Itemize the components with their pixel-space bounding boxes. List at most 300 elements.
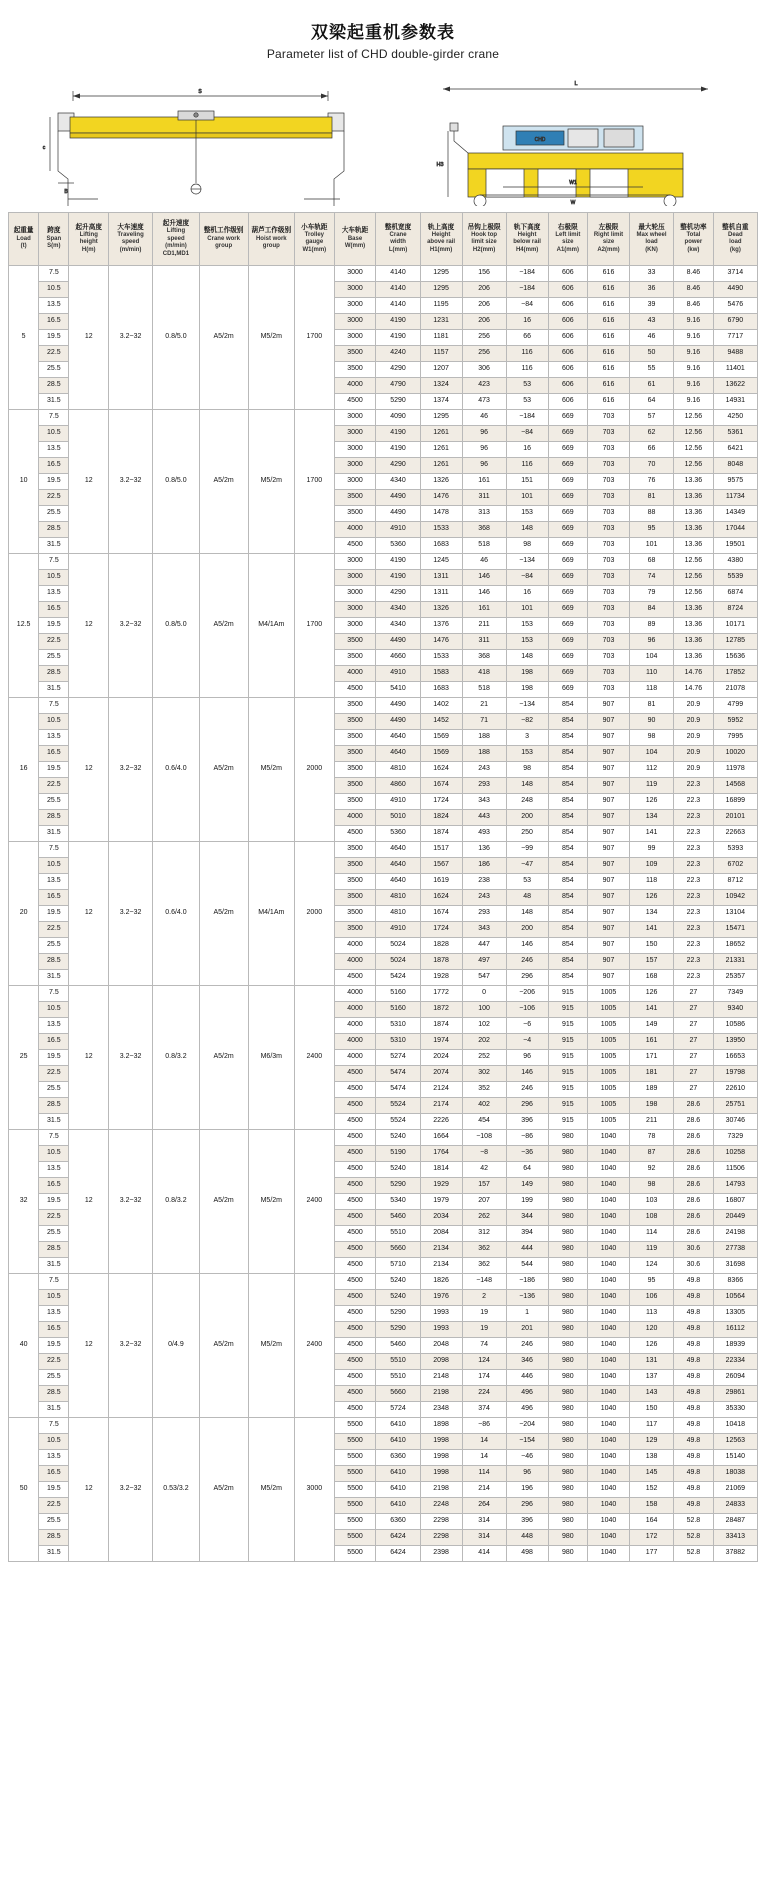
col-header-en: Hook top limit size H2(mm)	[471, 231, 498, 253]
cell-total-power: 20.9	[674, 746, 714, 762]
cell-dead-load: 19798	[713, 1066, 757, 1082]
cell-hook-top-limit: 0	[462, 986, 506, 1002]
cell-total-power: 12.56	[674, 410, 714, 426]
cell-total-power: 22.3	[674, 858, 714, 874]
cell-span: 7.5	[39, 1130, 69, 1146]
col-header-en: Base W(mm)	[344, 235, 366, 250]
col-header-cn: 左极限	[598, 223, 619, 231]
cell-left-limit: 980	[548, 1514, 588, 1530]
cell-right-limit: 1040	[588, 1498, 630, 1514]
cell-lifting-height: 12	[69, 554, 109, 698]
cell-crane-width: 6360	[376, 1450, 420, 1466]
col-header-8	[334, 213, 376, 266]
cell-hook-top-limit: 343	[462, 794, 506, 810]
cell-right-limit: 1040	[588, 1210, 630, 1226]
cell-base: 3000	[334, 602, 376, 618]
cell-crane-width: 4490	[376, 634, 420, 650]
cell-left-limit: 915	[548, 1034, 588, 1050]
cell-right-limit: 1040	[588, 1370, 630, 1386]
cell-dead-load: 15636	[713, 650, 757, 666]
cell-hook-top-limit: 312	[462, 1226, 506, 1242]
col-header-cn: 整机工作级别	[203, 227, 244, 235]
cell-span: 31.5	[39, 1546, 69, 1562]
cell-base: 5500	[334, 1546, 376, 1562]
cell-total-power: 20.9	[674, 730, 714, 746]
cell-left-limit: 606	[548, 394, 588, 410]
cell-height-above-rail: 1974	[420, 1034, 462, 1050]
cell-right-limit: 1040	[588, 1482, 630, 1498]
cell-base: 3000	[334, 570, 376, 586]
cell-left-limit: 854	[548, 858, 588, 874]
cell-base: 3000	[334, 474, 376, 490]
col-header-en: Traveling speed (m/min)	[117, 231, 144, 253]
cell-total-power: 28.6	[674, 1194, 714, 1210]
cell-total-power: 49.8	[674, 1322, 714, 1338]
cell-height-below-rail: 344	[506, 1210, 548, 1226]
cell-traveling-speed: 3.2~32	[109, 554, 153, 698]
cell-base: 4500	[334, 1210, 376, 1226]
cell-hook-top-limit: 174	[462, 1370, 506, 1386]
cell-max-wheel-load: 96	[629, 634, 673, 650]
cell-max-wheel-load: 68	[629, 554, 673, 570]
col-header-cn: 轨上高度	[427, 223, 455, 231]
cell-left-limit: 980	[548, 1434, 588, 1450]
cell-trolley-gauge: 2000	[295, 842, 335, 986]
figure-row	[0, 61, 766, 212]
cell-right-limit: 1040	[588, 1274, 630, 1290]
cell-height-above-rail: 2024	[420, 1050, 462, 1066]
cell-trolley-gauge: 2400	[295, 986, 335, 1130]
cell-right-limit: 703	[588, 586, 630, 602]
cell-base: 3000	[334, 586, 376, 602]
cell-total-power: 28.6	[674, 1178, 714, 1194]
cell-total-power: 22.3	[674, 874, 714, 890]
cell-height-above-rail: 1674	[420, 778, 462, 794]
col-header-cn: 起升高度	[75, 223, 102, 231]
cell-left-limit: 669	[548, 618, 588, 634]
cell-hook-top-limit: 156	[462, 266, 506, 282]
cell-lifting-height: 12	[69, 842, 109, 986]
cell-right-limit: 703	[588, 474, 630, 490]
cell-height-above-rail: 2174	[420, 1098, 462, 1114]
cell-dead-load: 7329	[713, 1130, 757, 1146]
cell-base: 4500	[334, 682, 376, 698]
cell-base: 4000	[334, 1002, 376, 1018]
cell-max-wheel-load: 62	[629, 426, 673, 442]
cell-hook-top-limit: 19	[462, 1322, 506, 1338]
cell-span: 22.5	[39, 778, 69, 794]
cell-max-wheel-load: 95	[629, 522, 673, 538]
cell-dead-load: 33413	[713, 1530, 757, 1546]
cell-span: 25.5	[39, 506, 69, 522]
cell-left-limit: 980	[548, 1130, 588, 1146]
cell-left-limit: 980	[548, 1322, 588, 1338]
cell-left-limit: 669	[548, 602, 588, 618]
col-header-15	[629, 213, 673, 266]
cell-span: 25.5	[39, 1514, 69, 1530]
cell-total-power: 22.3	[674, 778, 714, 794]
cell-max-wheel-load: 150	[629, 938, 673, 954]
cell-crane-width: 4910	[376, 922, 420, 938]
cell-crane-width: 5310	[376, 1018, 420, 1034]
cell-total-power: 8.46	[674, 282, 714, 298]
cell-height-above-rail: 1993	[420, 1306, 462, 1322]
cell-crane-width: 4490	[376, 714, 420, 730]
cell-max-wheel-load: 150	[629, 1402, 673, 1418]
cell-height-below-rail: −46	[506, 1450, 548, 1466]
cell-total-power: 28.6	[674, 1146, 714, 1162]
cell-base: 3500	[334, 698, 376, 714]
cell-height-below-rail: 496	[506, 1386, 548, 1402]
cell-dead-load: 26094	[713, 1370, 757, 1386]
cell-height-above-rail: 1764	[420, 1146, 462, 1162]
cell-hook-top-limit: 211	[462, 618, 506, 634]
cell-total-power: 22.3	[674, 842, 714, 858]
cell-max-wheel-load: 98	[629, 730, 673, 746]
cell-base: 3500	[334, 362, 376, 378]
page-title-cn: 双梁起重机参数表	[311, 23, 455, 42]
cell-dead-load: 35330	[713, 1402, 757, 1418]
cell-load: 20	[9, 842, 39, 986]
cell-crane-width: 5340	[376, 1194, 420, 1210]
cell-dead-load: 9340	[713, 1002, 757, 1018]
cell-height-below-rail: −136	[506, 1290, 548, 1306]
cell-hook-top-limit: 547	[462, 970, 506, 986]
cell-right-limit: 907	[588, 938, 630, 954]
cell-base: 4500	[334, 1370, 376, 1386]
cell-max-wheel-load: 177	[629, 1546, 673, 1562]
cell-max-wheel-load: 145	[629, 1466, 673, 1482]
cell-height-below-rail: 248	[506, 794, 548, 810]
cell-base: 3500	[334, 778, 376, 794]
cell-height-above-rail: 1376	[420, 618, 462, 634]
table-row	[9, 1274, 758, 1290]
cell-total-power: 49.8	[674, 1338, 714, 1354]
cell-height-above-rail: 1874	[420, 826, 462, 842]
cell-right-limit: 703	[588, 682, 630, 698]
cell-max-wheel-load: 109	[629, 858, 673, 874]
cell-max-wheel-load: 141	[629, 1002, 673, 1018]
cell-hook-top-limit: 19	[462, 1306, 506, 1322]
cell-max-wheel-load: 119	[629, 1242, 673, 1258]
cell-height-above-rail: 1295	[420, 410, 462, 426]
col-header-en: Max wheel load (KN)	[636, 231, 667, 253]
cell-height-above-rail: 2134	[420, 1258, 462, 1274]
cell-total-power: 20.9	[674, 698, 714, 714]
cell-max-wheel-load: 211	[629, 1114, 673, 1130]
cell-total-power: 52.8	[674, 1546, 714, 1562]
cell-total-power: 49.8	[674, 1466, 714, 1482]
cell-crane-width: 5240	[376, 1290, 420, 1306]
cell-dead-load: 31698	[713, 1258, 757, 1274]
cell-height-below-rail: 98	[506, 762, 548, 778]
cell-total-power: 27	[674, 1002, 714, 1018]
cell-lifting-speed: 0.8/3.2	[153, 986, 200, 1130]
cell-left-limit: 669	[548, 570, 588, 586]
cell-left-limit: 669	[548, 506, 588, 522]
cell-hook-top-limit: 96	[462, 426, 506, 442]
cell-dead-load: 8724	[713, 602, 757, 618]
cell-base: 4500	[334, 1306, 376, 1322]
cell-height-above-rail: 1261	[420, 442, 462, 458]
cell-crane-width: 4490	[376, 698, 420, 714]
cell-right-limit: 1005	[588, 1050, 630, 1066]
cell-total-power: 52.8	[674, 1530, 714, 1546]
cell-left-limit: 980	[548, 1306, 588, 1322]
cell-height-above-rail: 2124	[420, 1082, 462, 1098]
cell-crane-width: 4790	[376, 378, 420, 394]
cell-base: 3000	[334, 554, 376, 570]
cell-span: 19.5	[39, 618, 69, 634]
cell-crane-width: 5024	[376, 954, 420, 970]
cell-base: 5500	[334, 1434, 376, 1450]
cell-height-below-rail: 116	[506, 362, 548, 378]
cell-total-power: 22.3	[674, 938, 714, 954]
cell-dead-load: 16807	[713, 1194, 757, 1210]
cell-height-below-rail: 250	[506, 826, 548, 842]
cell-dead-load: 14793	[713, 1178, 757, 1194]
cell-dead-load: 21069	[713, 1482, 757, 1498]
cell-dead-load: 24833	[713, 1498, 757, 1514]
cell-base: 3000	[334, 458, 376, 474]
cell-base: 3500	[334, 746, 376, 762]
cell-right-limit: 1040	[588, 1306, 630, 1322]
cell-height-above-rail: 1517	[420, 842, 462, 858]
cell-hook-top-limit: 311	[462, 634, 506, 650]
cell-crane-width: 5360	[376, 538, 420, 554]
cell-lifting-speed: 0.8/5.0	[153, 554, 200, 698]
cell-height-below-rail: −47	[506, 858, 548, 874]
cell-crane-width: 4340	[376, 474, 420, 490]
cell-total-power: 49.8	[674, 1434, 714, 1450]
cell-hook-top-limit: 146	[462, 570, 506, 586]
cell-span: 22.5	[39, 346, 69, 362]
cell-max-wheel-load: 113	[629, 1306, 673, 1322]
col-header-5	[199, 213, 248, 266]
cell-span: 28.5	[39, 666, 69, 682]
cell-max-wheel-load: 152	[629, 1482, 673, 1498]
cell-hook-top-limit: −8	[462, 1146, 506, 1162]
cell-height-above-rail: 1872	[420, 1002, 462, 1018]
cell-crane-width: 4640	[376, 746, 420, 762]
cell-right-limit: 1040	[588, 1242, 630, 1258]
col-header-cn: 大车轨距	[341, 227, 369, 235]
cell-left-limit: 669	[548, 682, 588, 698]
cell-right-limit: 703	[588, 570, 630, 586]
cell-hook-top-limit: 124	[462, 1354, 506, 1370]
cell-crane-width: 6410	[376, 1434, 420, 1450]
cell-left-limit: 669	[548, 554, 588, 570]
cell-height-below-rail: 296	[506, 970, 548, 986]
cell-lifting-height: 12	[69, 1130, 109, 1274]
spec-table-wrap	[0, 212, 766, 1574]
cell-height-below-rail: 153	[506, 746, 548, 762]
cell-total-power: 13.36	[674, 538, 714, 554]
col-header-4	[153, 213, 200, 266]
cell-hook-top-limit: 207	[462, 1194, 506, 1210]
cell-dead-load: 18939	[713, 1338, 757, 1354]
cell-dead-load: 13950	[713, 1034, 757, 1050]
cell-right-limit: 907	[588, 794, 630, 810]
cell-dead-load: 7995	[713, 730, 757, 746]
cell-height-below-rail: −134	[506, 554, 548, 570]
cell-hook-top-limit: 306	[462, 362, 506, 378]
cell-span: 28.5	[39, 954, 69, 970]
col-header-17	[713, 213, 757, 266]
cell-height-above-rail: 1772	[420, 986, 462, 1002]
cell-left-limit: 915	[548, 1050, 588, 1066]
cell-height-above-rail: 1929	[420, 1178, 462, 1194]
cell-total-power: 13.36	[674, 490, 714, 506]
cell-crane-width: 4190	[376, 570, 420, 586]
cell-right-limit: 703	[588, 410, 630, 426]
cell-left-limit: 980	[548, 1386, 588, 1402]
cell-left-limit: 980	[548, 1274, 588, 1290]
cell-base: 3500	[334, 634, 376, 650]
cell-height-below-rail: 153	[506, 506, 548, 522]
cell-span: 13.5	[39, 298, 69, 314]
cell-crane-group: A5/2m	[199, 986, 248, 1130]
cell-crane-group: A5/2m	[199, 698, 248, 842]
cell-height-below-rail: 199	[506, 1194, 548, 1210]
cell-dead-load: 5539	[713, 570, 757, 586]
cell-right-limit: 703	[588, 618, 630, 634]
cell-height-below-rail: 148	[506, 906, 548, 922]
cell-crane-width: 4860	[376, 778, 420, 794]
cell-height-below-rail: 296	[506, 1498, 548, 1514]
cell-left-limit: 854	[548, 970, 588, 986]
cell-load: 10	[9, 410, 39, 554]
cell-total-power: 14.76	[674, 666, 714, 682]
cell-base: 3500	[334, 714, 376, 730]
cell-left-limit: 854	[548, 810, 588, 826]
cell-left-limit: 669	[548, 458, 588, 474]
cell-right-limit: 703	[588, 458, 630, 474]
cell-span: 16.5	[39, 314, 69, 330]
cell-dead-load: 25357	[713, 970, 757, 986]
cell-left-limit: 854	[548, 906, 588, 922]
cell-right-limit: 1005	[588, 1002, 630, 1018]
cell-base: 4500	[334, 1338, 376, 1354]
cell-right-limit: 703	[588, 522, 630, 538]
cell-height-below-rail: 446	[506, 1370, 548, 1386]
cell-span: 22.5	[39, 1210, 69, 1226]
cell-hook-top-limit: 206	[462, 282, 506, 298]
cell-base: 3000	[334, 314, 376, 330]
cell-lifting-height: 12	[69, 266, 109, 410]
cell-dead-load: 17044	[713, 522, 757, 538]
cell-max-wheel-load: 164	[629, 1514, 673, 1530]
cell-hook-top-limit: 188	[462, 730, 506, 746]
cell-height-below-rail: −106	[506, 1002, 548, 1018]
cell-left-limit: 980	[548, 1546, 588, 1562]
col-header-cn: 最大轮压	[638, 223, 665, 231]
cell-base: 4500	[334, 1402, 376, 1418]
col-header-6	[248, 213, 295, 266]
cell-height-below-rail: 1	[506, 1306, 548, 1322]
cell-hook-top-limit: 443	[462, 810, 506, 826]
cell-crane-width: 5660	[376, 1242, 420, 1258]
cell-crane-width: 5510	[376, 1354, 420, 1370]
cell-span: 22.5	[39, 1066, 69, 1082]
cell-height-below-rail: −4	[506, 1034, 548, 1050]
cell-base: 4500	[334, 1082, 376, 1098]
col-header-en: Load (t)	[16, 235, 31, 250]
cell-hook-top-limit: 454	[462, 1114, 506, 1130]
cell-hook-top-limit: 293	[462, 906, 506, 922]
cell-base: 3000	[334, 426, 376, 442]
cell-height-above-rail: 1979	[420, 1194, 462, 1210]
cell-hook-top-limit: 314	[462, 1514, 506, 1530]
cell-dead-load: 10418	[713, 1418, 757, 1434]
cell-total-power: 27	[674, 986, 714, 1002]
cell-max-wheel-load: 84	[629, 602, 673, 618]
cell-crane-width: 5510	[376, 1370, 420, 1386]
cell-height-above-rail: 1452	[420, 714, 462, 730]
cell-height-above-rail: 1326	[420, 602, 462, 618]
cell-span: 25.5	[39, 362, 69, 378]
cell-right-limit: 1040	[588, 1386, 630, 1402]
cell-dead-load: 10171	[713, 618, 757, 634]
cell-base: 4500	[334, 1274, 376, 1290]
cell-right-limit: 616	[588, 346, 630, 362]
cell-span: 13.5	[39, 442, 69, 458]
cell-height-below-rail: 498	[506, 1546, 548, 1562]
cell-total-power: 12.56	[674, 570, 714, 586]
cell-base: 4500	[334, 1146, 376, 1162]
cell-max-wheel-load: 61	[629, 378, 673, 394]
cell-lifting-speed: 0.6/4.0	[153, 698, 200, 842]
cell-crane-width: 4640	[376, 730, 420, 746]
cell-right-limit: 1005	[588, 1098, 630, 1114]
cell-span: 25.5	[39, 938, 69, 954]
cell-right-limit: 1005	[588, 1114, 630, 1130]
cell-left-limit: 915	[548, 1002, 588, 1018]
cell-height-above-rail: 1402	[420, 698, 462, 714]
cell-crane-width: 4240	[376, 346, 420, 362]
cell-height-below-rail: 246	[506, 954, 548, 970]
cell-left-limit: 980	[548, 1338, 588, 1354]
cell-crane-width: 4910	[376, 794, 420, 810]
cell-hook-top-limit: 362	[462, 1242, 506, 1258]
cell-total-power: 8.46	[674, 266, 714, 282]
cell-base: 5500	[334, 1466, 376, 1482]
cell-right-limit: 907	[588, 810, 630, 826]
cell-span: 19.5	[39, 1194, 69, 1210]
cell-height-above-rail: 1826	[420, 1274, 462, 1290]
cell-traveling-speed: 3.2~32	[109, 986, 153, 1130]
cell-base: 5500	[334, 1418, 376, 1434]
cell-right-limit: 616	[588, 330, 630, 346]
cell-height-above-rail: 2148	[420, 1370, 462, 1386]
cell-span: 22.5	[39, 490, 69, 506]
cell-span: 28.5	[39, 1098, 69, 1114]
cell-hoist-group: M5/2m	[248, 266, 295, 410]
cell-right-limit: 703	[588, 490, 630, 506]
cell-max-wheel-load: 39	[629, 298, 673, 314]
cell-span: 19.5	[39, 762, 69, 778]
cell-span: 25.5	[39, 794, 69, 810]
cell-span: 28.5	[39, 522, 69, 538]
svg-text:S: S	[198, 89, 202, 95]
cell-left-limit: 980	[548, 1466, 588, 1482]
cell-hook-top-limit: 71	[462, 714, 506, 730]
cell-height-below-rail: 3	[506, 730, 548, 746]
cell-hook-top-limit: 202	[462, 1034, 506, 1050]
cell-right-limit: 1040	[588, 1338, 630, 1354]
cell-max-wheel-load: 81	[629, 490, 673, 506]
cell-hook-top-limit: 518	[462, 538, 506, 554]
